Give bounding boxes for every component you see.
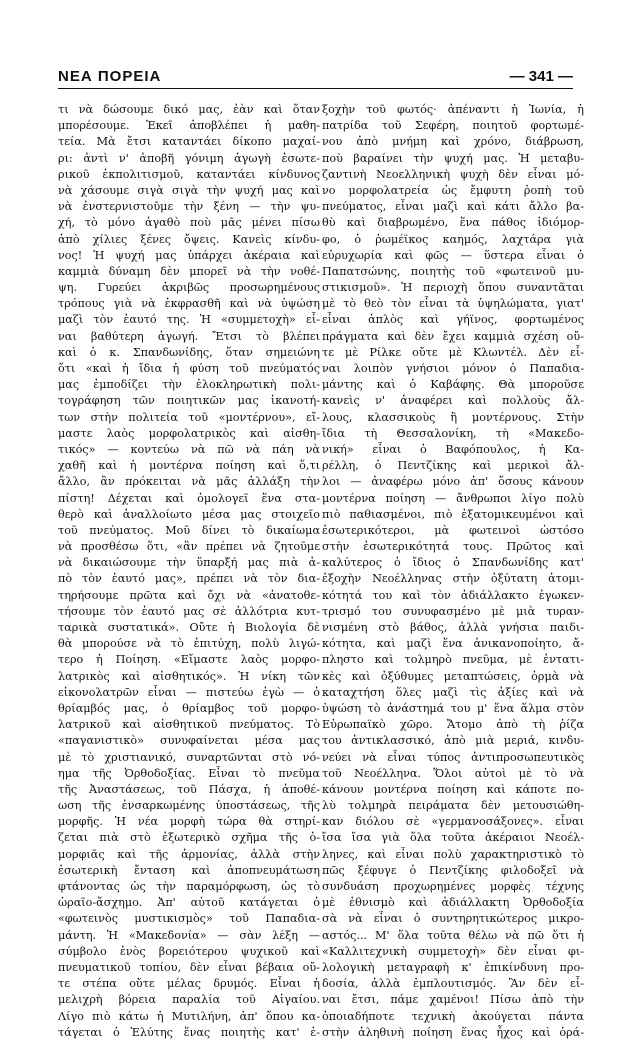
text-line: νος! Ἡ ψυχή μας ὑπάρχει ἀκέραια καὶ — [58, 248, 320, 262]
text-line: τερο ἡ Ποίηση. «Εἴμαστε λαὸς μορφο- — [58, 653, 320, 667]
text-line: πὸ τὸν ἑαυτό μας», πρέπει νὰ τὸν δια- — [58, 572, 320, 586]
text-line: ἄλλο, ἂν πρόκειται νὰ μᾶς ἀλλάξη τὴν — [58, 475, 320, 489]
text-line: καμμιὰ δύναμη δὲν μπορεῖ νὰ τὴν νοθέ- — [58, 264, 320, 278]
text-column-right — [322, 102, 584, 1041]
text-line: πίστη! Δέχεται καὶ ὁμολογεῖ ἕνα στα- — [58, 491, 320, 505]
text-line: ἴδια τὴ Θεσσαλονίκη, τὴ «Μακεδο- — [322, 426, 584, 440]
text-line: τρόπους γιὰ νὰ ἐκφρασθῆ καὶ νὰ ὑψώση — [58, 297, 320, 311]
text-line: κότητα, καὶ μαζὶ ἕνα ἀνικανοποίητο, ἄ- — [322, 637, 584, 651]
text-line: μορφῆς. Ἡ νέα μορφὴ τώρα θὰ στηρί- — [58, 815, 320, 829]
text-line: ἐσωτερικότεροι, μὰ φωτεινοὶ ὡστόσο — [322, 523, 584, 537]
text-line: ταρικὰ συστατικά». Οὔτε ἡ Βιολογία δὲ — [58, 621, 320, 634]
text-line: καλύτερος ὁ ἴδιος ὁ Σπανδωνίδης κατ' — [322, 556, 584, 570]
journal-title: ΝΕΑ ΠΟΡΕΙΑ — [58, 68, 162, 85]
text-line: στὴν ἐσωτερικότητά τους. Πρῶτος καὶ — [322, 540, 584, 554]
text-line: πληστο καὶ τολμηρὸ πνεῦμα, μὲ ἐντατι- — [322, 653, 584, 667]
text-line: ωση τῆς ἐνσαρκωμένης ὑποστάσεως, τῆς — [58, 799, 320, 813]
text-line: ὁποιαδήποτε τεχνικὴ ἀκούγεται πάντα — [322, 1009, 584, 1023]
text-line: κανεὶς ν' ἀναφέρει καὶ πολλοὺς ἄλ- — [322, 394, 584, 408]
text-line: νεύει νὰ εἶναι τύπος ἀντιπροσωπευτικὸς — [322, 750, 584, 764]
text-line: νισμένη στὸ βάθος, ἀλλὰ γνήσια παιδι- — [322, 621, 584, 634]
text-line: ἀπὸ χίλιες ξένες ὄψεις. Κανεὶς κίνδυ- — [58, 232, 320, 246]
text-line: μάντη. Ἡ «Μακεδονία» — σὰν λέξη — — [58, 928, 320, 942]
text-line: πράγματα καὶ δὲν ἔχει καμμιὰ σχέση οὔ- — [322, 329, 584, 343]
text-line: τεία. Μὰ ἔτσι καταντάει δίκοπο μαχαί- — [58, 135, 320, 149]
text-line: «παγανιστικὸ» συνυφαίνεται μέσα μας — [58, 734, 320, 748]
text-line: νὰ χάσουμε σιγὰ σιγὰ τὴν ψυχή μας καὶ — [58, 183, 320, 197]
text-line: πιὸ παθιασμένοι, πιὸ ἐξατομικευμένοι καὶ — [322, 507, 584, 521]
text-line: μὲ τὸ χριστιανικό, συναρτῶνται στὸ νό- — [58, 750, 320, 764]
text-line: λατρικοῦ καὶ αἰσθητικοῦ πνεύματος. Τὸ — [58, 718, 320, 732]
text-line: λατρικὸς καὶ αἰσθητικός». Ἡ νίκη τῶν — [58, 669, 320, 683]
text-line: τε μὲ Ρίλκε οὔτε μὲ Κλωντέλ. Δὲν εἶ- — [322, 345, 584, 359]
text-line: μὲ τὸ θεὸ τὸν εἶναι τὰ ὑψηλώματα, γιατ' — [322, 297, 584, 311]
text-line: μὲ ἐθνισμὸ καὶ ἀδιάλλακτη Ὀρθοδοξία — [322, 896, 584, 910]
text-line: θὰ μπορούσε νὰ τὸ ἐπιτύχη, πολὺ λιγώ- — [58, 637, 320, 651]
text-line: πνευματικοῦ τοπίου, δὲν εἶναι βέβαια οὔ- — [58, 960, 320, 974]
text-line: «Καλλιτεχνικὴ συμμετοχὴ» δὲν εἶναι φι- — [322, 944, 584, 958]
text-line: νὰ ἐνστερνιστοῦμε τὴν ξένη — τὴν ψυ- — [58, 200, 320, 214]
text-line: λολογικὴ μεταγραφὴ κ' ἐπικίνδυνη προ- — [322, 960, 584, 974]
text-line: τοῦ πνεύματος. Μοῦ δίνει τὸ δικαίωμα — [58, 523, 320, 537]
text-line: κάνουν μοντέρνα ποίηση καὶ κάποτε πο- — [322, 782, 584, 796]
text-line: τῆς Ἀναστάσεως, τοῦ Πάσχα, ἡ ἀποθέ- — [58, 782, 320, 796]
text-line: αστός... Μ' ὅλα τοῦτα θέλω νὰ πῶ ὅτι ἡ — [322, 928, 584, 942]
text-line: πνεύματος, εἶναι μαζὶ καὶ κάτι ἄλλο βα- — [322, 200, 584, 214]
text-line: μοντέρνα ποίηση — ἄνθρωποι λίγο πολὺ — [322, 491, 584, 505]
text-line: ζαντινὴ Νεοελληνικὴ ψυχὴ δὲν εἶναι μό- — [322, 167, 584, 181]
text-line: συνδυάση προχωρημένες μορφὲς τέχνης — [322, 880, 584, 893]
text-line: «φωτεινὸς μυστικισμὸς» τοῦ Παπαδια- — [58, 912, 320, 926]
text-line: ζεται πιὰ στὸ ἐξωτερικὸ σχῆμα τῆς ὁ- — [58, 831, 320, 845]
text-line: κὲς καὶ ὀξύθυμες μεταπτώσεις, ὁρμὰ νὰ — [322, 669, 584, 683]
text-line: τάγεται ὁ Ἐλύτης ἕνας ποιητὴς κατ' ἐ- — [58, 1025, 320, 1039]
text-line: τήσουμε τὸν ἑαυτό μας σὲ ἀλλότρια κυτ- — [58, 604, 320, 618]
text-line: κότητά του καὶ τὸν ἀδιάλλακτο ἐγωκεν- — [322, 588, 584, 602]
text-line: μαζὶ τὸν ἑαυτό της. Ἡ «συμμετοχὴ» εἶ- — [58, 313, 320, 327]
text-line: ὑψώση τὸ ἀνάστημά του μ' ἕνα ἅλμα στὸν — [322, 701, 584, 715]
text-line: μορφιᾶς καὶ τῆς ἁρμονίας, ἀλλὰ στὴν — [58, 847, 320, 861]
text-column-left — [58, 102, 320, 1041]
page-number: — 341 — — [509, 68, 573, 85]
text-line: μάντης καὶ ὁ Καβάφης. Θὰ μποροῦσε — [322, 378, 584, 392]
text-line: ρικοῦ ἐκπολιτισμοῦ, καταντάει κίνδυνος — [58, 167, 320, 181]
text-line: ρέλλη, ὁ Πεντζίκης καὶ μερικοὶ ἄλ- — [322, 459, 584, 473]
text-line: θρίαμβός μας, ὁ θρίαμβος τοῦ μορφο- — [58, 701, 320, 715]
text-line: νο μορφολατρεία ὡς ἔμφυτη ῥοπὴ τοῦ — [322, 183, 584, 197]
text-line: τηρήσουμε πρῶτα καὶ ὄχι νὰ «ἀνατοθε- — [58, 588, 320, 602]
text-line: ναι λοιπὸν γνήσιοι μόνον ὁ Παπαδια- — [322, 362, 584, 375]
text-line: ὡραῖο-ἄσχημο. Ἀπ' αὐτοῦ κατάγεται ὁ — [58, 896, 320, 910]
text-line: φο, ὁ ῥωμέϊκος καημός, λαχτάρα γιὰ — [322, 232, 584, 246]
running-header — [58, 60, 573, 89]
text-line: ναι ἔτσι, πάμε χαμένοι! Πίσω ἀπὸ τὴν — [322, 993, 584, 1007]
text-line: σύμβολο ἑνὸς βορειότερου ψυχικοῦ καὶ — [58, 944, 320, 958]
text-line: ληνες, καὶ εἶναι πολὺ χαρακτηριστικὸ τὸ — [322, 847, 584, 861]
text-line: των στὴν πολιτεία τοῦ «μοντέρνου», εἴ- — [58, 410, 320, 424]
text-line: νική» εἶναι ὁ Βαφόπουλος, ἡ Κα- — [322, 442, 584, 456]
text-line: στικισμοῦ». Ἡ περιοχὴ ὅπου συναντᾶται — [322, 281, 584, 295]
text-line: ἴσα ἴσα γιὰ ὅλα τοῦτα ἀκέραιοι Νεοέλ- — [322, 831, 584, 845]
text-line: καὶ ὁ κ. Σπανδωνίδης, ὅταν σημειώνη — [58, 345, 320, 359]
text-line: δοσία, ἀλλὰ ἐμπλουτισμός. Ἂν δὲν εἶ- — [322, 977, 584, 991]
text-line: τε στέπα οὔτε μέλας δρυμός. Εἶναι ἡ — [58, 977, 320, 991]
text-line: εὐρυχωρία καὶ φῶς — ὕστερα εἶναι ὁ — [322, 248, 584, 262]
text-line: νου ἀπὸ μνήμη καὶ χρόνο, διάβρωση, — [322, 135, 584, 149]
text-line: καταχτήση ὅλες μαζὶ τὶς ἀξίες καὶ νὰ — [322, 685, 584, 699]
text-line: Εὐρωπαϊκὸ χῶρο. Ἄτομο ἀπὸ τὴ ῥίζα — [322, 718, 584, 732]
text-line: καν διόλου σὲ «γερμανοσάξονες». εἶναι — [322, 815, 584, 829]
text-line: ἐξοχὴν Νεοέλληνας στὴν ὀξύτατη ἀτομι- — [322, 572, 584, 586]
text-line: ημα τῆς Ὀρθοδοξίας. Εἶναι τὸ πνεῦμα — [58, 766, 320, 780]
text-line: πατρίδα τοῦ Σεφέρη, ποιητοῦ φορτωμέ- — [322, 119, 584, 133]
text-line: λὺ τολμηρὰ πειράματα δὲν μετουσιώθη- — [322, 799, 584, 813]
text-line: ψη. Γυρεύει ἀκριβῶς προσωρημένους — [58, 281, 320, 295]
text-line: εἰκονολατρῶν εἶναι — πιστεύω ἐγὼ — ὁ — [58, 685, 320, 699]
text-line: φτάνοντας ὡς τὴν παραμόρφωση, ὡς τὸ — [58, 880, 320, 893]
text-line: Λίγο πιὸ κάτω ἡ Μυτιλήνη, ἀπ' ὅπου κα- — [58, 1009, 320, 1023]
text-line: νὰ προσθέσω ὅτι, «ἂν πρέπει νὰ ζητοῦμε — [58, 540, 320, 554]
text-line: λους, κλασσικοὺς ἢ μοντέρνους. Στὴν — [322, 410, 584, 424]
text-line: ξοχὴν τοῦ φωτός· ἀπέναντι ἡ Ἰωνία, ἡ — [322, 103, 584, 116]
text-line: λοι — ἀναφέρω μόνο ἀπ' ὅσους κάνουν — [322, 475, 584, 489]
text-line: νὰ δικαιώσουμε τὴν ὕπαρξή μας πιὰ ἀ- — [58, 556, 320, 570]
text-line: μελιχρὴ βόρεια παραλία τοῦ Αἰγαίου. — [58, 993, 320, 1007]
text-line: χή, τὸ μόνο ἀγαθὸ ποὺ μᾶς μένει πίσω — [58, 216, 320, 230]
text-line: Παπατσώνης, ποιητὴς τοῦ «φωτεινοῦ μυ- — [322, 264, 584, 278]
text-line: πῶς ξέφυγε ὁ Πεντζίκης φιλοδοξεῖ νὰ — [322, 863, 584, 877]
text-line: χαθῆ καὶ ἡ μοντέρνα ποίηση καὶ ὅ,τι — [58, 459, 320, 473]
text-line: μας ἐμποδίζει τὴν ἐλοκληρωτικὴ πολι- — [58, 378, 320, 392]
text-line: τι νὰ δώσουμε δικό μας, ἐὰν καὶ ὅταν — [58, 103, 320, 116]
text-line: ὅτι «καὶ ἡ ἴδια ἡ φύση τοῦ πνεύματός — [58, 362, 320, 375]
text-line: τικός» — κοντεύω νὰ πῶ νὰ πάη νὰ — [58, 442, 320, 456]
text-line: θερὸ καὶ ἀναλλοίωτο μέσα μας στοιχεῖο — [58, 507, 320, 521]
text-line: ποὺ βαραίνει τὴν ψυχή μας. Ἡ μεταβυ- — [322, 151, 584, 165]
text-line: θὺ καὶ διαβρωμένο, ἕνα πάθος ἰδιόμορ- — [322, 216, 584, 230]
text-line: ἐσωτερικὴ ἔνταση καὶ ἀποπνευμάτωση — [58, 863, 320, 877]
text-line: τογράφηση τῶν ποιητικῶν μας ἱκανοτή- — [58, 394, 320, 408]
text-line: σὰ νὰ εἶναι ὁ συντηρητικώτερος μικρο- — [322, 912, 584, 926]
text-line: στὴν ἀληθινὴ ποίηση ἕνας ἦχος καὶ ὁρά- — [322, 1025, 584, 1039]
text-line: εἶναι ἁπλὸς καὶ γήϊνος, φορτωμένος — [322, 313, 584, 327]
text-line: τοῦ Νεοέλληνα. Ὅλοι αὐτοὶ μὲ τὸ νὰ — [322, 766, 584, 780]
text-line: μαστε λαὸς μορφολατρικὸς καὶ αἰσθη- — [58, 426, 320, 440]
text-line: ναι βαθύτερη ἀγωγή. Ἔτσι τὸ βλέπει — [58, 329, 320, 343]
text-line: του ἀντικλασσικό, ἀπὸ μιὰ μεριά, κινδυ- — [322, 734, 584, 748]
text-line: μπορέσουμε. Ἐκεῖ ἀποβλέπει ἡ μαθη- — [58, 119, 320, 133]
text-line: τρισμό του συνυφασμένο μὲ μιὰ τυραν- — [322, 604, 584, 618]
text-line: ρι: ἀντὶ ν' ἀποβῆ γόνιμη ἀγωγὴ ἐσωτε- — [58, 151, 320, 165]
